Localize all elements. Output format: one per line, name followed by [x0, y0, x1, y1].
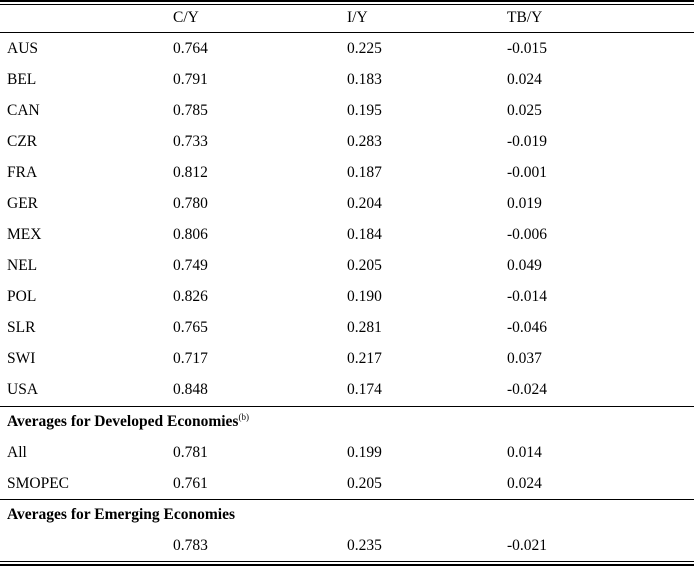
country-name: POL: [7, 288, 37, 305]
tby-value: 0.024: [507, 71, 542, 88]
tby-value: 0.014: [507, 444, 542, 461]
iy-value: 0.184: [347, 226, 382, 243]
tby-value: -0.021: [507, 537, 548, 554]
cy-value: 0.764: [173, 40, 208, 57]
tby-value: -0.006: [507, 226, 548, 243]
table-row: [0, 281, 694, 312]
table-row: [0, 33, 694, 64]
table-row: [0, 157, 694, 188]
iy-value: 0.199: [347, 444, 382, 461]
table-row: [0, 95, 694, 126]
cy-value: 0.765: [173, 319, 208, 336]
country-name: CAN: [7, 102, 40, 119]
tby-value: 0.049: [507, 257, 542, 274]
iy-value: 0.205: [347, 257, 382, 274]
iy-value: 0.195: [347, 102, 382, 119]
cy-value: 0.785: [173, 102, 208, 119]
table-row: [0, 530, 694, 561]
table-row: [0, 468, 694, 499]
bottom-rule-1: [0, 561, 694, 562]
tby-value: -0.014: [507, 288, 548, 305]
country-name: CZR: [7, 133, 38, 150]
iy-value: 0.183: [347, 71, 382, 88]
cy-value: 0.812: [173, 164, 208, 181]
iy-value: 0.281: [347, 319, 382, 336]
table-row: [0, 374, 694, 405]
cy-value: 0.848: [173, 381, 208, 398]
table-row: [0, 343, 694, 374]
cy-value: 0.781: [173, 444, 208, 461]
developed-section-heading: [0, 406, 694, 437]
iy-value: 0.217: [347, 350, 382, 367]
country-name: MEX: [7, 226, 42, 243]
tby-value: 0.037: [507, 350, 542, 367]
group-name: SMOPEC: [7, 475, 70, 492]
iy-value: 0.187: [347, 164, 382, 181]
header-iy: I/Y: [347, 9, 368, 26]
cy-value: 0.717: [173, 350, 208, 367]
cy-value: 0.733: [173, 133, 208, 150]
header-tby: TB/Y: [507, 9, 543, 26]
country-name: USA: [7, 381, 39, 398]
iy-value: 0.205: [347, 475, 382, 492]
table-row: [0, 437, 694, 468]
bottom-rule-2: [0, 564, 694, 566]
cy-value: 0.791: [173, 71, 208, 88]
iy-value: 0.283: [347, 133, 382, 150]
developed-note: (b): [238, 412, 249, 422]
developed-title: Averages for Developed Economies: [7, 413, 239, 430]
iy-value: 0.174: [347, 381, 382, 398]
country-name: BEL: [7, 71, 37, 88]
cy-value: 0.749: [173, 257, 208, 274]
table-row: [0, 126, 694, 157]
table-row: [0, 312, 694, 343]
table-row: [0, 219, 694, 250]
iy-value: 0.235: [347, 537, 382, 554]
tby-value: -0.046: [507, 319, 548, 336]
cy-value: 0.783: [173, 537, 208, 554]
country-name: SWI: [7, 350, 36, 367]
emerging-section-heading: [0, 499, 694, 530]
header-cy: C/Y: [173, 9, 199, 26]
table-row: [0, 188, 694, 219]
header-row: [0, 2, 694, 33]
table-row: [0, 64, 694, 95]
cy-value: 0.806: [173, 226, 208, 243]
tby-value: 0.025: [507, 102, 542, 119]
country-name: FRA: [7, 164, 38, 181]
country-name: NEL: [7, 257, 38, 274]
cy-value: 0.780: [173, 195, 208, 212]
tby-value: -0.024: [507, 381, 548, 398]
cy-value: 0.761: [173, 475, 208, 492]
table-row: [0, 250, 694, 281]
emerging-title: Averages for Emerging Economies: [7, 506, 236, 523]
iy-value: 0.190: [347, 288, 382, 305]
country-name: AUS: [7, 40, 39, 57]
group-name: All: [7, 444, 27, 461]
iy-value: 0.204: [347, 195, 382, 212]
tby-value: -0.015: [507, 40, 548, 57]
iy-value: 0.225: [347, 40, 382, 57]
cy-value: 0.826: [173, 288, 208, 305]
tby-value: 0.019: [507, 195, 542, 212]
tby-value: -0.001: [507, 164, 548, 181]
tby-value: 0.024: [507, 475, 542, 492]
tby-value: -0.019: [507, 133, 548, 150]
country-name: GER: [7, 195, 38, 212]
country-name: SLR: [7, 319, 36, 336]
